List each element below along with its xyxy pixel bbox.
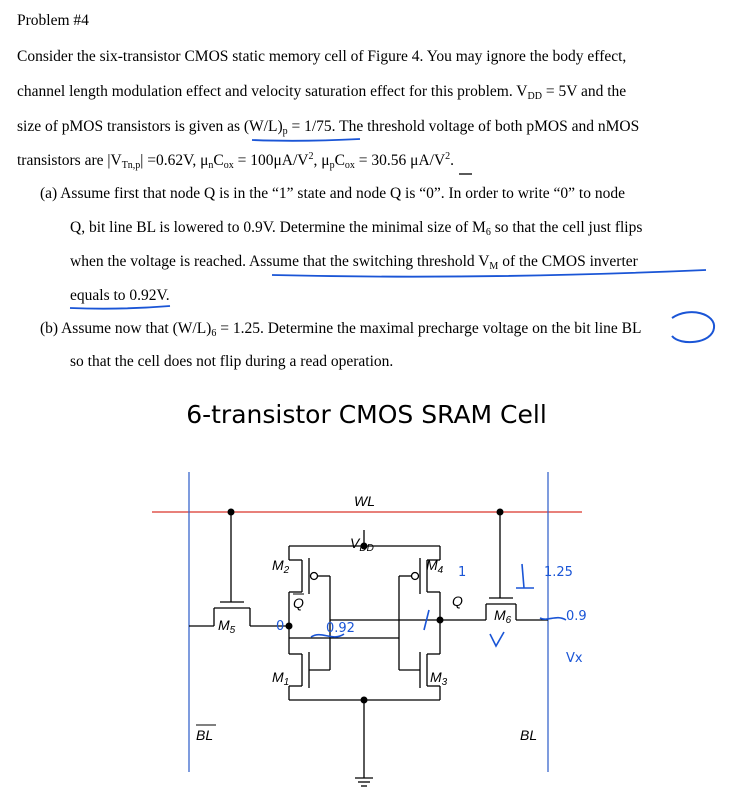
note-1: 1 — [458, 565, 467, 580]
part-a-line-1: (a) Assume first that node Q is in the “1” state and node Q is “0”. In order to write “0” to node — [40, 185, 625, 202]
part-a-line-2: Q, bit line BL is lowered to 0.9V. Determine the minimal size of $M_6$ so that the cell just flips — [70, 219, 643, 238]
hand-check — [490, 632, 504, 646]
text-annotations — [0, 0, 733, 400]
label-wl: WL — [354, 493, 375, 509]
label-bl: BL — [520, 727, 538, 743]
label-qbar: Q — [293, 595, 304, 611]
transistor-m6 — [458, 512, 548, 620]
junction-dot — [361, 697, 368, 704]
figure-title: 6-transistor CMOS SRAM Cell — [186, 400, 547, 429]
intro-line-1: Consider the six-transistor CMOS static memory cell of Figure 4. You may ignore the body effect, — [17, 48, 627, 65]
note-092: 0.92 — [326, 621, 355, 636]
hand-stroke — [540, 618, 566, 620]
label-m3: $M_3$ — [430, 669, 448, 688]
problem-heading: Problem #4 — [17, 12, 89, 29]
sram-circuit — [0, 460, 733, 806]
label-m5: $M_5$ — [218, 617, 236, 636]
underline-wl-ratio — [252, 139, 360, 141]
hand-bracket — [522, 564, 524, 588]
circle-bl-mark — [672, 312, 714, 342]
junction-dot — [497, 509, 504, 516]
label-m2: $M_2$ — [272, 557, 290, 576]
underline-092 — [70, 306, 170, 309]
transistor-m5 — [189, 512, 272, 626]
note-125: 1.25 — [544, 565, 573, 580]
note-vx: Vx — [566, 651, 583, 666]
label-blbar: BL — [196, 727, 214, 743]
note-0: 0 — [276, 619, 285, 634]
label-m1: $M_1$ — [272, 669, 290, 688]
label-q: Q — [452, 593, 463, 609]
intro-line-3: size of pMOS transistors is given as $(W/L)_p = 1/75$. The threshold voltage of both pMOS and nMOS — [17, 118, 640, 137]
junction-dot — [437, 617, 444, 624]
junction-dot — [228, 509, 235, 516]
label-m6: $M_6$ — [494, 607, 512, 626]
junction-dot — [286, 623, 293, 630]
intro-line-2: channel length modulation effect and velocity saturation effect for this problem. $V_{DD} = 5V$ and the — [17, 83, 627, 102]
label-vdd: $V_{DD}$ — [350, 535, 374, 554]
underline-switching-threshold — [272, 270, 706, 277]
note-09: 0.9 — [566, 609, 587, 624]
part-a-line-3: when the voltage is reached. Assume that the switching threshold $V_M$ of the CMOS inverter — [70, 253, 638, 272]
label-m4: $M_4$ — [426, 557, 444, 576]
part-b-line-1: (b) Assume now that $(W/L)_6 = 1.25$. Determine the maximal precharge voltage on the bit line BL — [40, 320, 642, 339]
intro-line-4: transistors are $|V_{Tn,p}| =0.62V$, $\mu_nC_{ox} = 100\mu A/V^2$, $\mu_pC_{ox} = 30.56$ $\mu A/V^2$. — [17, 151, 455, 171]
part-a-line-4: equals to 0.92V. — [70, 287, 170, 304]
part-b-line-2: so that the cell does not flip during a read operation. — [70, 353, 394, 370]
